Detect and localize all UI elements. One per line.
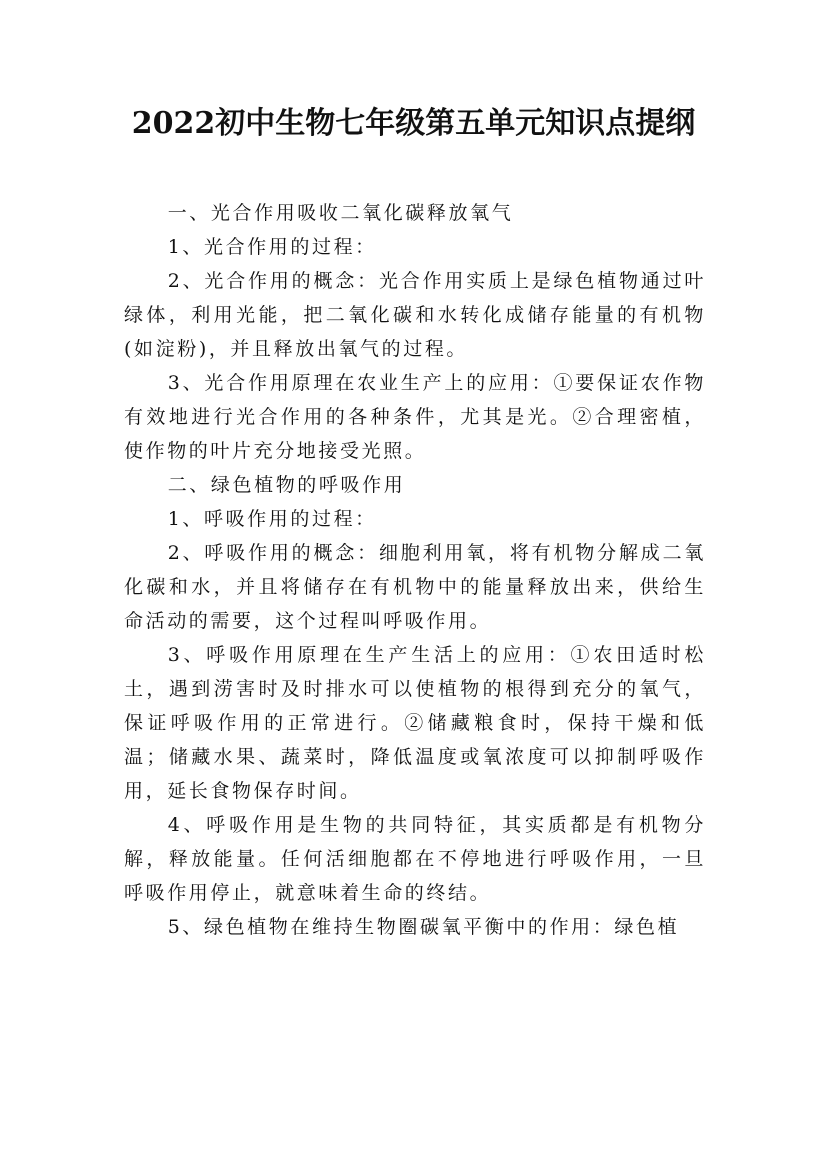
paragraph-respiration-application: 3、呼吸作用原理在生产生活上的应用：①农田适时松土，遇到涝害时及时排水可以使植物的根得到充分的氧气，保证呼吸作用的正常进行。②储藏粮食时，保持干燥和低温；储藏水果、蔬菜时，降低温度或氧浓度可以抑制呼吸作用，延长食物保存时间。 — [124, 644, 706, 802]
section-heading-photosynthesis: 一、光合作用吸收二氧化碳释放氧气 — [167, 202, 514, 224]
paragraph-photosynthesis-process: 1、光合作用的过程： — [167, 236, 377, 258]
paragraph-respiration-feature: 4、呼吸作用是生物的共同特征，其实质都是有机物分解，释放能量。任何活细胞都在不停地进行呼吸作用，一旦呼吸作用停止，就意味着生命的终结。 — [124, 814, 706, 904]
paragraph-respiration-process: 1、呼吸作用的过程： — [167, 508, 377, 530]
paragraph-photosynthesis-application: 3、光合作用原理在农业生产上的应用：①要保证农作物有效地进行光合作用的各种条件，尤其是光。②合理密植，使作物的叶片充分地接受光照。 — [124, 372, 706, 462]
section-heading-respiration: 二、绿色植物的呼吸作用 — [167, 474, 406, 496]
document-title: 2022初中生物七年级第五单元知识点提纲 — [131, 106, 696, 141]
document-body — [124, 196, 706, 944]
paragraph-photosynthesis-concept: 2、光合作用的概念：光合作用实质上是绿色植物通过叶绿体，利用光能，把二氧化碳和水转化成储存能量的有机物(如淀粉)，并且释放出氧气的过程。 — [124, 270, 706, 360]
paragraph-respiration-concept: 2、呼吸作用的概念：细胞利用氧，将有机物分解成二氧化碳和水，并且将储存在有机物中的能量释放出来，供给生命活动的需要，这个过程叫呼吸作用。 — [124, 542, 706, 632]
paragraph-carbon-oxygen-balance: 5、绿色植物在维持生物圈碳氧平衡中的作用：绿色植 — [167, 916, 680, 938]
